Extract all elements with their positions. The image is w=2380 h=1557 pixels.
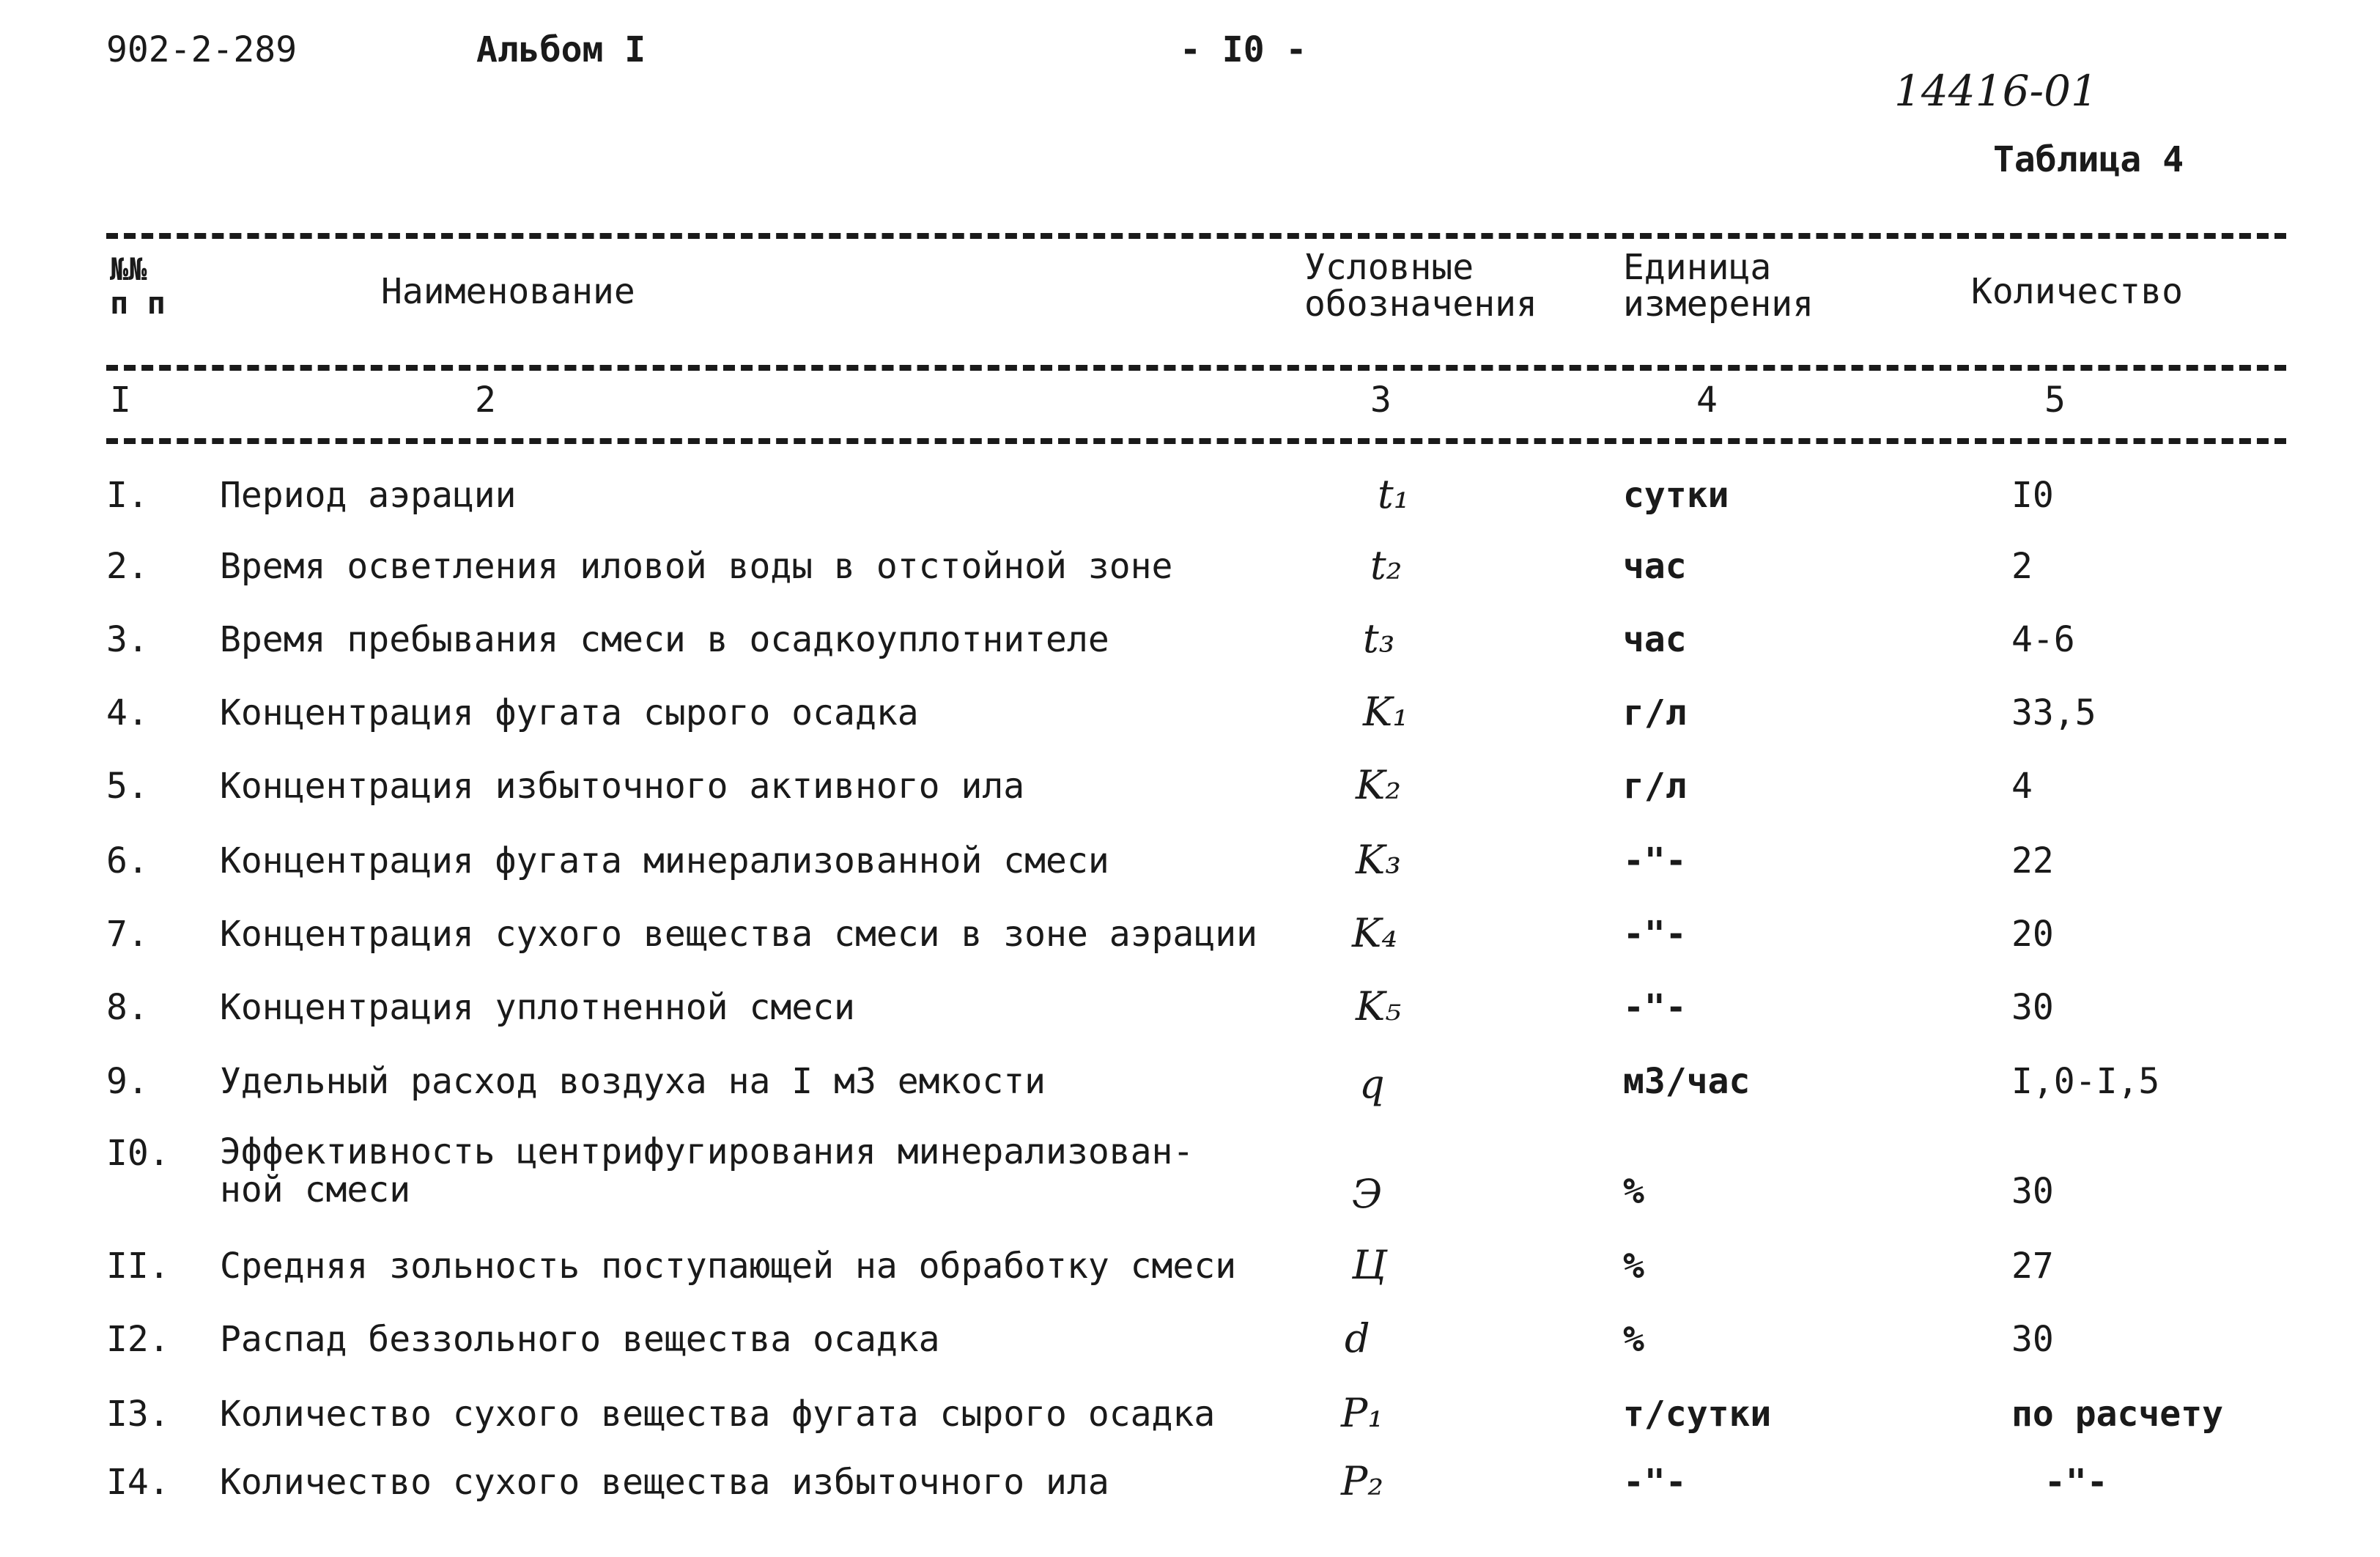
row-symbol: K₃: [1356, 837, 1401, 883]
table-label: Таблица 4: [1993, 139, 2184, 180]
row-unit: м3/час: [1623, 1061, 1751, 1102]
row-number: 7.: [106, 914, 149, 955]
header-symbol: Условные обозначения: [1304, 247, 1537, 325]
row-number: 3.: [106, 619, 149, 660]
row-number: I.: [106, 475, 149, 516]
row-name: Время осветления иловой воды в отстойной зоне: [220, 546, 1173, 587]
row-symbol: d: [1345, 1315, 1370, 1361]
row-name: Средняя зольность поступающей на обработку смеси: [220, 1246, 1237, 1287]
row-unit: %: [1623, 1319, 1644, 1360]
row-unit: г/л: [1623, 766, 1687, 807]
row-unit: -"-: [1623, 840, 1687, 881]
row-symbol: K₅: [1356, 983, 1401, 1029]
row-symbol: K₁: [1363, 689, 1408, 735]
row-name: Концентрация уплотненной смеси: [220, 987, 855, 1028]
row-quantity: 30: [2011, 1319, 2054, 1360]
header-rule: [106, 365, 2286, 371]
page-number: - I0 -: [1180, 29, 1307, 70]
row-name: Концентрация избыточного активного ила: [220, 766, 1025, 807]
row-quantity: 30: [2011, 1171, 2054, 1212]
row-unit: -"-: [1623, 987, 1687, 1028]
column-number: I: [110, 380, 131, 421]
row-quantity: по расчету: [2011, 1394, 2223, 1435]
header-unit: Единица измерения: [1623, 247, 1814, 325]
row-unit: г/л: [1623, 692, 1687, 733]
row-quantity: I0: [2011, 475, 2054, 516]
row-number: II.: [106, 1246, 170, 1287]
row-name: Концентрация сухого вещества смеси в зоне аэрации: [220, 914, 1258, 955]
row-unit: т/сутки: [1623, 1394, 1772, 1435]
column-number: 3: [1370, 380, 1392, 421]
row-quantity: 22: [2011, 840, 2054, 881]
document-code: 902-2-289: [106, 29, 298, 70]
row-unit: %: [1623, 1246, 1644, 1287]
row-number: 6.: [106, 840, 149, 881]
row-symbol: Э: [1352, 1171, 1383, 1217]
row-unit: час: [1623, 619, 1687, 660]
row-name: Время пребывания смеси в осадкоуплотнителе: [220, 619, 1109, 660]
column-number: 5: [2044, 380, 2066, 421]
handwritten-code: 14416-01: [1894, 66, 2098, 116]
row-number: 4.: [106, 692, 149, 733]
row-name: Эффективность центрифугирования минерализован- ной смеси: [220, 1131, 1194, 1210]
row-number: 2.: [106, 546, 149, 587]
row-number: 5.: [106, 766, 149, 807]
row-quantity: 4-6: [2011, 619, 2075, 660]
column-number-rule: [106, 438, 2286, 444]
row-name: Концентрация фугата сырого осадка: [220, 692, 919, 733]
row-quantity: 33,5: [2011, 692, 2096, 733]
row-unit: сутки: [1623, 475, 1729, 516]
row-symbol: q: [1359, 1061, 1385, 1107]
row-unit: час: [1623, 546, 1687, 587]
row-number: I0.: [106, 1133, 170, 1174]
table-top-rule: [106, 233, 2286, 239]
album-label: Альбом I: [476, 29, 646, 70]
row-symbol: P₂: [1341, 1458, 1383, 1504]
row-name: Количество сухого вещества избыточного ила: [220, 1462, 1109, 1503]
row-symbol: Ц: [1352, 1242, 1387, 1288]
row-number: I4.: [106, 1462, 170, 1503]
column-number: 4: [1696, 380, 1718, 421]
row-symbol: t₃: [1363, 615, 1395, 662]
row-quantity: 27: [2011, 1246, 2054, 1287]
row-symbol: P₁: [1341, 1390, 1383, 1436]
row-name: Концентрация фугата минерализованной смеси: [220, 840, 1109, 881]
header-quantity: Количество: [1971, 271, 2183, 312]
row-name: Удельный расход воздуха на I м3 емкости: [220, 1061, 1046, 1102]
row-name: Количество сухого вещества фугата сырого осадка: [220, 1394, 1216, 1435]
row-number: I3.: [106, 1394, 170, 1435]
row-quantity: 2: [2011, 546, 2033, 587]
header-name: Наименование: [381, 271, 635, 312]
row-name: Распад беззольного вещества осадка: [220, 1319, 940, 1360]
row-symbol: K₄: [1352, 910, 1397, 956]
row-name: Период аэрации: [220, 475, 517, 516]
row-unit: -"-: [1623, 914, 1687, 955]
row-number: I2.: [106, 1319, 170, 1360]
row-quantity: I,0-I,5: [2011, 1061, 2160, 1102]
row-unit: %: [1623, 1171, 1644, 1212]
row-quantity: 20: [2011, 914, 2054, 955]
row-symbol: K₂: [1356, 762, 1401, 808]
row-unit: -"-: [1623, 1462, 1687, 1503]
row-number: 8.: [106, 987, 149, 1028]
row-symbol: t₂: [1370, 542, 1402, 588]
row-symbol: t₁: [1378, 471, 1410, 517]
row-quantity: -"-: [2044, 1462, 2108, 1503]
row-quantity: 30: [2011, 987, 2054, 1028]
row-number: 9.: [106, 1061, 149, 1102]
column-number: 2: [475, 380, 496, 421]
row-quantity: 4: [2011, 766, 2033, 807]
header-num: №№ п п: [110, 251, 166, 321]
